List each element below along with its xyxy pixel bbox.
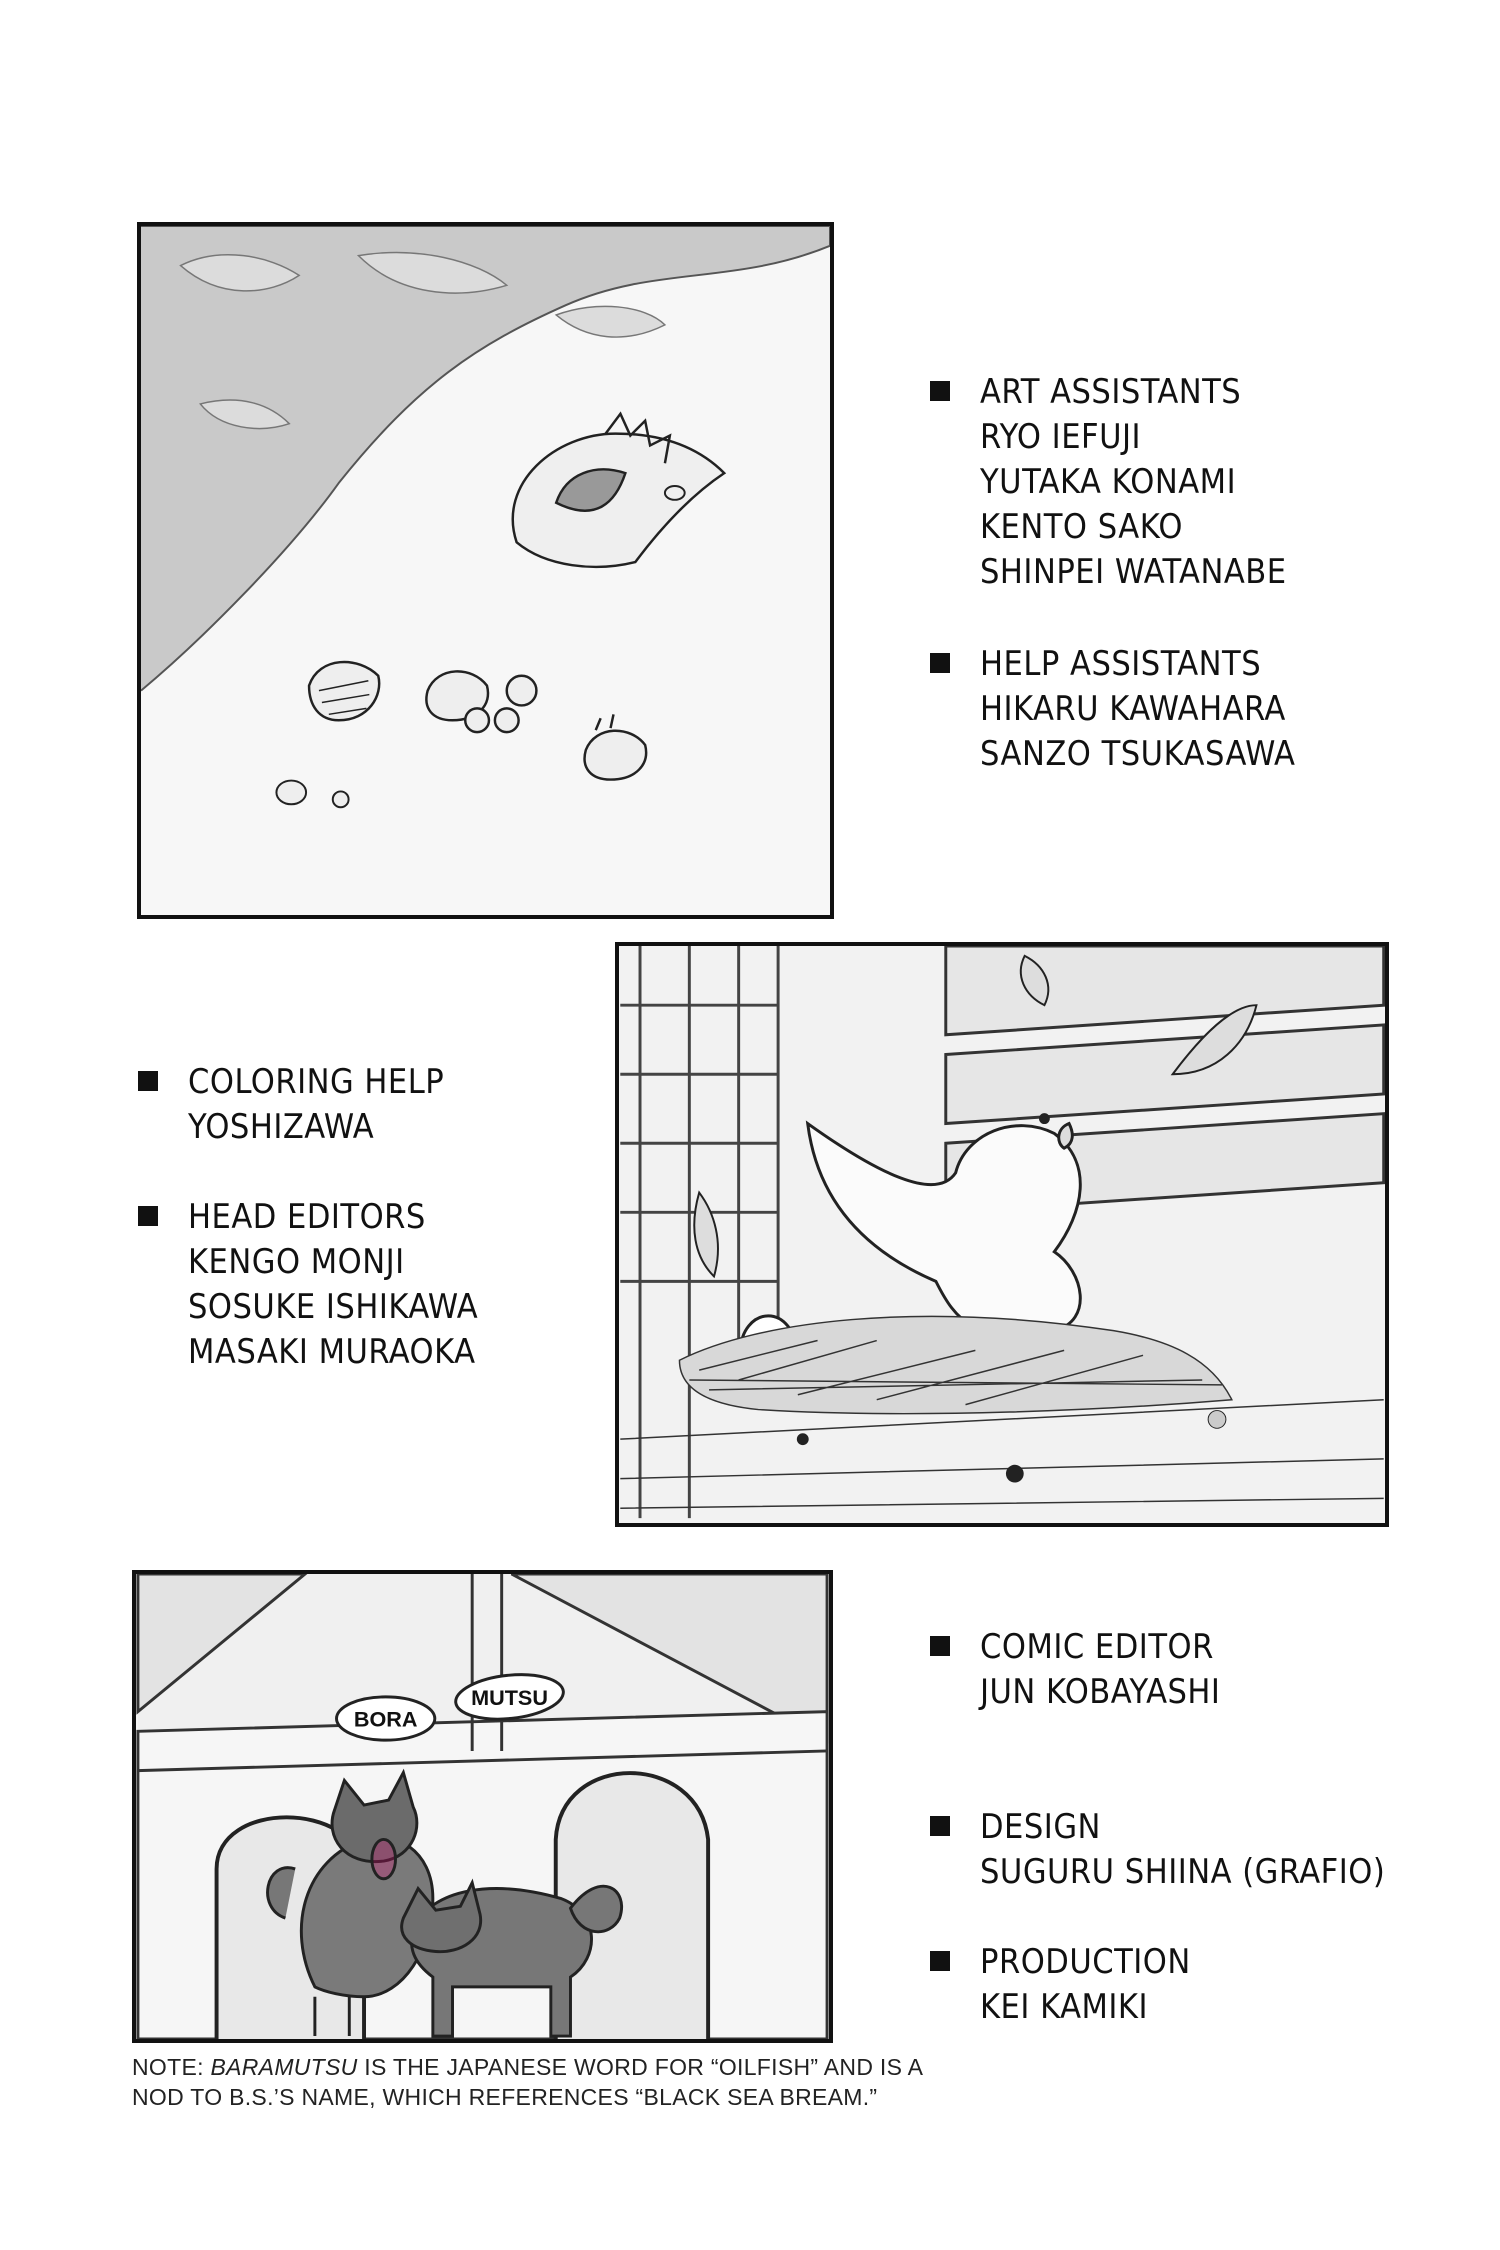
credit-help-assistants [980,642,1295,777]
panel-beach [137,222,834,919]
credit-head-editors [188,1195,478,1375]
credit-name: SANZO TSUKASAWA [980,734,1296,774]
bullet-icon [930,1951,950,1971]
credit-design [980,1805,1385,1895]
credit-name: KENTO SAKO [980,507,1183,547]
bullet-icon [930,1816,950,1836]
credit-heading: COMIC EDITOR [980,1627,1214,1667]
note-prefix: NOTE: [132,2054,211,2080]
bullet-icon [930,653,950,673]
pebble [665,486,685,500]
credit-name: HIKARU KAWAHARA [980,689,1286,729]
credit-production [980,1940,1191,2030]
dust-puff [1208,1411,1226,1429]
credit-name: KEI KAMIKI [980,1987,1148,2027]
panel-dog-house [132,1570,833,2043]
sign-bora-text: BORA [353,1706,418,1732]
credit-heading: HEAD EDITORS [188,1197,426,1237]
pebble [276,781,306,805]
credit-heading: ART ASSISTANTS [980,372,1242,412]
credit-name: YUTAKA KONAMI [980,462,1237,502]
credit-heading: PRODUCTION [980,1942,1191,1982]
pebble [333,791,349,807]
credit-name: SUGURU SHIINA (GRAFIO) [980,1852,1386,1892]
bullet-icon [138,1071,158,1091]
dropping [1006,1465,1024,1483]
note-line2: NOD TO B.S.’S NAME, WHICH REFERENCES “BLACK SEA BREAM.” [132,2084,878,2110]
credit-heading: COLORING HELP [188,1062,445,1102]
beach-illustration [141,226,830,915]
credit-name: SOSUKE ISHIKAWA [188,1287,479,1327]
bird-nest-illustration [619,946,1385,1523]
note-line1: IS THE JAPANESE WORD FOR “OILFISH” AND IS A [357,2054,924,2080]
credit-name: JUN KOBAYASHI [980,1672,1221,1712]
credit-heading: HELP ASSISTANTS [980,644,1262,684]
sign-mutsu-text: MUTSU [471,1684,548,1710]
translation-note [132,2052,932,2112]
credit-heading: DESIGN [980,1807,1101,1847]
sign-bora [337,1697,435,1740]
credit-art-assistants [980,370,1287,595]
credit-name: SHINPEI WATANABE [980,552,1287,592]
dropping [797,1433,809,1445]
panel-bird-nest [615,942,1389,1527]
bullet-icon [138,1206,158,1226]
credit-name: MASAKI MURAOKA [188,1332,476,1372]
credit-coloring-help [188,1060,444,1150]
dog-house-illustration [136,1574,829,2039]
note-term: BARAMUTSU [210,2054,358,2080]
bullet-icon [930,381,950,401]
credit-name: KENGO MONJI [188,1242,405,1282]
credit-comic-editor [980,1625,1220,1715]
bullet-icon [930,1636,950,1656]
credit-name: YOSHIZAWA [188,1107,375,1147]
credit-name: RYO IEFUJI [980,417,1142,457]
